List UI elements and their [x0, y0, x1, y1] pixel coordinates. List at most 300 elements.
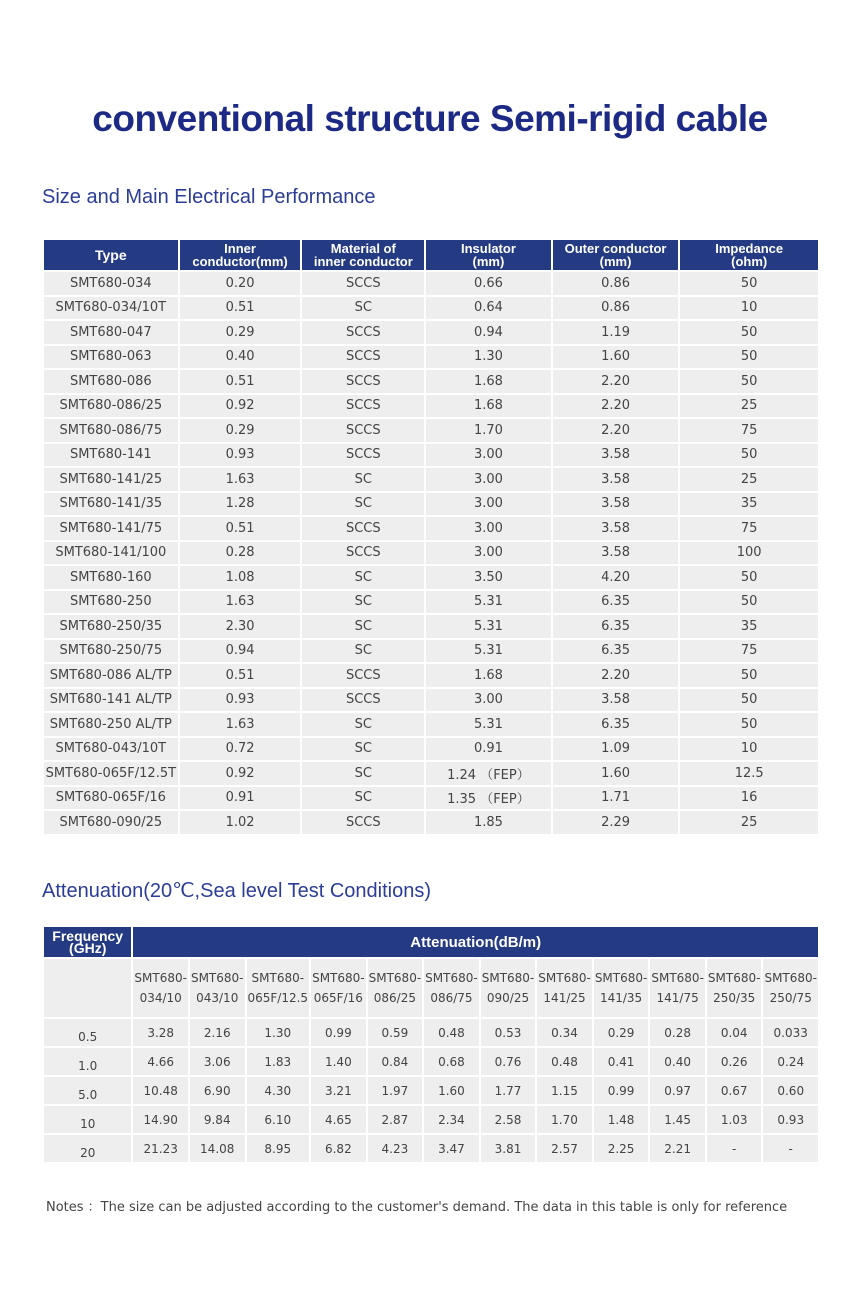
table-cell: SC	[302, 615, 424, 638]
table-cell: 0.86	[553, 272, 679, 295]
spec-header-cell	[44, 240, 178, 270]
table-cell: 25	[680, 468, 818, 491]
frequency-header-line-1: Frequency	[52, 928, 124, 944]
model-name-line-1: SMT680-	[425, 971, 478, 985]
table-cell: 1.35 （FEP）	[426, 787, 551, 810]
table-row	[44, 272, 818, 295]
table-cell: 35	[680, 493, 818, 516]
attenuation-value-cell: 1.83	[247, 1048, 310, 1075]
table-cell: SCCS	[302, 811, 424, 834]
model-name-line-2: 065F/16	[313, 991, 363, 1005]
table-cell: SMT680-141 AL/TP	[44, 689, 178, 712]
model-name-line-2: 034/10	[139, 991, 182, 1005]
attenuation-value-cell: 8.95	[247, 1135, 310, 1162]
table-row	[44, 811, 818, 834]
spec-header-cell	[180, 240, 301, 270]
model-cell	[707, 959, 762, 1017]
attenuation-value-cell: 0.99	[311, 1019, 366, 1046]
table-cell: 50	[680, 689, 818, 712]
table-cell: SCCS	[302, 542, 424, 565]
table-row	[44, 566, 818, 589]
spec-header-text: Impedance	[715, 241, 784, 256]
table-row	[44, 542, 818, 565]
table-cell: 3.58	[553, 444, 679, 467]
spec-header-cell	[426, 240, 551, 270]
table-cell: 75	[680, 640, 818, 663]
table-row	[44, 713, 818, 736]
table-cell: 10	[680, 297, 818, 320]
table-cell: 1.63	[180, 591, 301, 614]
table-cell: 3.58	[553, 542, 679, 565]
table-cell: 3.58	[553, 493, 679, 516]
attenuation-value-cell: 0.93	[763, 1106, 818, 1133]
table-cell: 50	[680, 713, 818, 736]
model-name-line-1: SMT680-	[251, 971, 305, 985]
table-cell: SMT680-250 AL/TP	[44, 713, 178, 736]
table-cell: 35	[680, 615, 818, 638]
attenuation-value-cell: 2.25	[594, 1135, 649, 1162]
attenuation-value-cell: 1.48	[594, 1106, 649, 1133]
table-cell: 0.66	[426, 272, 551, 295]
attenuation-value-cell: 10.48	[133, 1077, 188, 1104]
table-cell: SCCS	[302, 272, 424, 295]
attenuation-value-cell: 0.48	[424, 1019, 479, 1046]
table-cell: SMT680-065F/16	[44, 787, 178, 810]
model-name-line-2: 250/75	[769, 991, 812, 1005]
attenuation-value-cell: 0.34	[537, 1019, 592, 1046]
table-cell: 0.94	[426, 321, 551, 344]
table-row	[44, 762, 818, 785]
table-cell: 0.92	[180, 762, 301, 785]
table-cell: SC	[302, 640, 424, 663]
table-cell: SMT680-250/75	[44, 640, 178, 663]
table-cell: 1.24 （FEP）	[426, 762, 551, 785]
table-cell: 0.92	[180, 395, 301, 418]
table-cell: 0.20	[180, 272, 301, 295]
table-cell: 3.00	[426, 444, 551, 467]
table-cell: 0.93	[180, 444, 301, 467]
model-name-line-2: 141/25	[543, 991, 586, 1005]
table-cell: SMT680-250/35	[44, 615, 178, 638]
table-cell: 75	[680, 517, 818, 540]
table-cell: 2.20	[553, 664, 679, 687]
attenuation-value-cell: 6.90	[190, 1077, 245, 1104]
attenuation-value-cell: 21.23	[133, 1135, 188, 1162]
frequency-cell: 1.0	[44, 1048, 131, 1075]
table-cell: 0.51	[180, 297, 301, 320]
table-cell: SCCS	[302, 664, 424, 687]
table-cell: SMT680-043/10T	[44, 738, 178, 761]
table-cell: 2.30	[180, 615, 301, 638]
attenuation-value-cell: 0.68	[424, 1048, 479, 1075]
table-cell: 1.68	[426, 395, 551, 418]
table-row	[44, 1106, 818, 1133]
table-cell: 1.60	[553, 346, 679, 369]
table-cell: SC	[302, 762, 424, 785]
model-cell	[424, 959, 479, 1017]
table-cell: 50	[680, 321, 818, 344]
table-cell: 1.28	[180, 493, 301, 516]
table-cell: 0.86	[553, 297, 679, 320]
spec-header-text: (mm)	[472, 254, 505, 269]
attenuation-value-cell: 1.40	[311, 1048, 366, 1075]
table-cell: 3.00	[426, 542, 551, 565]
attenuation-value-cell: 0.26	[707, 1048, 762, 1075]
model-cell	[763, 959, 818, 1017]
table-cell: 2.20	[553, 370, 679, 393]
model-name-line-1: SMT680-	[134, 971, 187, 985]
spec-header-text: Insulator	[460, 241, 516, 256]
spec-header-text: Material of	[330, 241, 396, 256]
table-cell: SMT680-160	[44, 566, 178, 589]
table-cell: 1.68	[426, 664, 551, 687]
table-row	[44, 591, 818, 614]
table-cell: 0.64	[426, 297, 551, 320]
table-cell: SMT680-034	[44, 272, 178, 295]
attenuation-value-cell: 2.58	[481, 1106, 536, 1133]
spec-header-text: conductor(mm)	[192, 254, 288, 269]
table-cell: 5.31	[426, 615, 551, 638]
attenuation-value-cell: 0.40	[650, 1048, 705, 1075]
attenuation-value-cell: 1.30	[247, 1019, 310, 1046]
table-cell: 3.58	[553, 468, 679, 491]
spec-header-text: Type	[94, 246, 127, 263]
attenuation-value-cell: 14.08	[190, 1135, 245, 1162]
attenuation-value-cell: 0.48	[537, 1048, 592, 1075]
model-name-line-1: SMT680-	[481, 971, 535, 985]
table-cell: SMT680-086	[44, 370, 178, 393]
table-cell: 50	[680, 591, 818, 614]
table-cell: 3.58	[553, 517, 679, 540]
table-cell: SC	[302, 566, 424, 589]
model-name-line-2: 250/35	[713, 991, 756, 1005]
spec-section-heading: Size and Main Electrical Performance	[42, 186, 376, 208]
table-cell: 1.63	[180, 468, 301, 491]
spec-header-text: (mm)	[599, 254, 632, 269]
table-row	[44, 1135, 818, 1162]
table-cell: SCCS	[302, 517, 424, 540]
attenuation-table-body	[44, 959, 818, 1162]
table-cell: SMT680-086/75	[44, 419, 178, 442]
table-cell: SCCS	[302, 444, 424, 467]
table-row	[44, 346, 818, 369]
table-cell: SMT680-034/10T	[44, 297, 178, 320]
table-cell: SMT680-086/25	[44, 395, 178, 418]
table-cell: 25	[680, 811, 818, 834]
spec-header-text: Inner	[224, 241, 256, 256]
attenuation-value-cell: 3.28	[133, 1019, 188, 1046]
frequency-cell: 10	[44, 1106, 131, 1133]
frequency-header	[44, 927, 131, 957]
attenuation-section-heading: Attenuation(20℃,Sea level Test Conditions)	[42, 880, 431, 902]
table-cell: SMT680-047	[44, 321, 178, 344]
attenuation-value-cell: 0.24	[763, 1048, 818, 1075]
model-cell	[311, 959, 366, 1017]
spec-table-body	[44, 272, 818, 834]
table-row	[44, 1048, 818, 1075]
table-cell: 50	[680, 272, 818, 295]
table-cell: 50	[680, 664, 818, 687]
attenuation-value-cell: 4.23	[368, 1135, 423, 1162]
attenuation-value-cell: 0.033	[763, 1019, 818, 1046]
model-name-line-1: SMT680-	[707, 971, 761, 985]
table-row	[44, 738, 818, 761]
table-cell: SCCS	[302, 346, 424, 369]
table-row	[44, 444, 818, 467]
table-cell: SMT680-141/25	[44, 468, 178, 491]
table-row	[44, 321, 818, 344]
table-cell: 0.93	[180, 689, 301, 712]
table-cell: 16	[680, 787, 818, 810]
attenuation-value-cell: 1.15	[537, 1077, 592, 1104]
model-name-line-2: 065F/12.5	[247, 991, 309, 1005]
table-cell: SC	[302, 787, 424, 810]
table-cell: SMT680-141/35	[44, 493, 178, 516]
attenuation-value-cell: 3.81	[481, 1135, 536, 1162]
spec-header-cell	[302, 240, 424, 270]
table-cell: SMT680-065F/12.5T	[44, 762, 178, 785]
table-cell: SC	[302, 297, 424, 320]
table-cell: SMT680-063	[44, 346, 178, 369]
table-cell: 1.68	[426, 370, 551, 393]
attenuation-value-cell: 6.82	[311, 1135, 366, 1162]
table-row	[44, 1019, 818, 1046]
table-cell: 5.31	[426, 591, 551, 614]
attenuation-value-cell: 1.77	[481, 1077, 536, 1104]
spec-header-text: (ohm)	[731, 254, 768, 269]
table-cell: 3.00	[426, 517, 551, 540]
attenuation-value-cell: 4.30	[247, 1077, 310, 1104]
table-row	[44, 787, 818, 810]
table-cell: SCCS	[302, 689, 424, 712]
model-cell	[190, 959, 245, 1017]
frequency-cell: 20	[44, 1135, 131, 1162]
model-cell	[537, 959, 592, 1017]
attenuation-value-cell: 1.97	[368, 1077, 423, 1104]
table-cell: 0.94	[180, 640, 301, 663]
attenuation-table	[42, 925, 820, 1164]
table-cell: 1.85	[426, 811, 551, 834]
attenuation-value-cell: 0.97	[650, 1077, 705, 1104]
table-cell: 50	[680, 346, 818, 369]
attenuation-value-cell: 0.29	[594, 1019, 649, 1046]
table-cell: 1.08	[180, 566, 301, 589]
table-cell: SMT680-141/75	[44, 517, 178, 540]
table-cell: SC	[302, 591, 424, 614]
table-cell: 3.00	[426, 468, 551, 491]
table-cell: SMT680-090/25	[44, 811, 178, 834]
table-cell: 6.35	[553, 615, 679, 638]
attenuation-value-cell: 1.70	[537, 1106, 592, 1133]
table-cell: 50	[680, 566, 818, 589]
attenuation-model-row	[44, 959, 818, 1017]
table-cell: 1.09	[553, 738, 679, 761]
spec-header-cell	[553, 240, 679, 270]
table-row	[44, 419, 818, 442]
model-name-line-2: 086/75	[430, 991, 473, 1005]
model-cell	[594, 959, 649, 1017]
table-cell: 6.35	[553, 591, 679, 614]
table-cell: 0.91	[426, 738, 551, 761]
table-row	[44, 664, 818, 687]
table-cell: 5.31	[426, 640, 551, 663]
model-name-line-1: SMT680-	[764, 971, 817, 985]
table-cell: 1.63	[180, 713, 301, 736]
table-cell: 1.19	[553, 321, 679, 344]
model-name-line-2: 090/25	[486, 991, 530, 1005]
table-cell: 10	[680, 738, 818, 761]
table-cell: 50	[680, 370, 818, 393]
table-cell: 6.35	[553, 640, 679, 663]
attenuation-value-cell: 1.60	[424, 1077, 479, 1104]
table-cell: 6.35	[553, 713, 679, 736]
table-cell: 0.29	[180, 321, 301, 344]
table-row	[44, 468, 818, 491]
table-cell: SC	[302, 493, 424, 516]
table-cell: 0.91	[180, 787, 301, 810]
table-cell: 1.70	[426, 419, 551, 442]
table-cell: 1.60	[553, 762, 679, 785]
table-cell: SMT680-141/100	[44, 542, 178, 565]
attenuation-value-cell: 0.84	[368, 1048, 423, 1075]
notes-text: Notes ：The size can be adjusted according to the customer's demand. The data in this table is only for reference	[46, 1200, 788, 1215]
table-cell: 3.58	[553, 689, 679, 712]
table-cell: 1.02	[180, 811, 301, 834]
table-cell: 100	[680, 542, 818, 565]
model-cell	[247, 959, 310, 1017]
table-cell: 2.29	[553, 811, 679, 834]
table-cell: 5.31	[426, 713, 551, 736]
table-row	[44, 640, 818, 663]
attenuation-value-cell: 4.65	[311, 1106, 366, 1133]
model-name-line-2: 086/25	[373, 991, 416, 1005]
table-cell: 0.29	[180, 419, 301, 442]
table-cell: 12.5	[680, 762, 818, 785]
model-name-line-1: SMT680-	[312, 971, 365, 985]
attenuation-value-cell: 14.90	[133, 1106, 188, 1133]
table-cell: 3.00	[426, 493, 551, 516]
table-row	[44, 370, 818, 393]
spec-header-cell	[680, 240, 818, 270]
table-cell: 50	[680, 444, 818, 467]
attenuation-value-cell: 0.04	[707, 1019, 762, 1046]
table-cell: 1.30	[426, 346, 551, 369]
attenuation-value-cell: 0.28	[650, 1019, 705, 1046]
model-cell	[481, 959, 536, 1017]
table-cell: 2.20	[553, 395, 679, 418]
page-title: conventional structure Semi-rigid cable	[92, 98, 768, 139]
attenuation-value-cell: -	[763, 1135, 818, 1162]
attenuation-value-cell: 0.53	[481, 1019, 536, 1046]
attenuation-value-cell: 0.67	[707, 1077, 762, 1104]
table-row	[44, 1077, 818, 1104]
attenuation-value-cell: 1.45	[650, 1106, 705, 1133]
attenuation-value-cell: 0.59	[368, 1019, 423, 1046]
table-cell: 75	[680, 419, 818, 442]
attenuation-value-cell: 2.87	[368, 1106, 423, 1133]
attenuation-header-row	[44, 927, 818, 957]
table-cell: SMT680-086 AL/TP	[44, 664, 178, 687]
table-cell: 0.51	[180, 517, 301, 540]
frequency-cell: 0.5	[44, 1019, 131, 1046]
frequency-header-line-2: (GHz)	[69, 940, 107, 956]
attenuation-value-cell: 2.34	[424, 1106, 479, 1133]
attenuation-value-cell: 3.47	[424, 1135, 479, 1162]
frequency-cell: 5.0	[44, 1077, 131, 1104]
attenuation-value-cell: 1.03	[707, 1106, 762, 1133]
model-name-line-1: SMT680-	[594, 971, 648, 985]
attenuation-value-cell: -	[707, 1135, 762, 1162]
model-name-line-2: 043/10	[196, 991, 239, 1005]
table-cell: 1.71	[553, 787, 679, 810]
table-cell: SCCS	[302, 395, 424, 418]
model-name-line-1: SMT680-	[190, 971, 244, 985]
attenuation-value-cell: 0.99	[594, 1077, 649, 1104]
model-name-line-2: 141/75	[656, 991, 699, 1005]
attenuation-value-cell: 9.84	[190, 1106, 245, 1133]
attenuation-value-cell: 0.76	[481, 1048, 536, 1075]
attenuation-value-cell: 0.60	[763, 1077, 818, 1104]
model-name-line-2: 141/35	[599, 991, 643, 1005]
attenuation-value-cell: 0.41	[594, 1048, 649, 1075]
attenuation-value-cell: 2.16	[190, 1019, 245, 1046]
table-cell: SC	[302, 713, 424, 736]
attenuation-value-cell: 3.06	[190, 1048, 245, 1075]
table-cell: SCCS	[302, 419, 424, 442]
table-row	[44, 689, 818, 712]
model-name-line-1: SMT680-	[651, 971, 704, 985]
table-cell: 0.40	[180, 346, 301, 369]
table-cell: 0.72	[180, 738, 301, 761]
table-cell: SMT680-250	[44, 591, 178, 614]
table-cell: SC	[302, 738, 424, 761]
table-cell: SCCS	[302, 321, 424, 344]
empty-cell	[44, 959, 131, 1017]
table-cell: 3.50	[426, 566, 551, 589]
attenuation-value-cell: 6.10	[247, 1106, 310, 1133]
model-name-line-1: SMT680-	[538, 971, 591, 985]
table-row	[44, 517, 818, 540]
attenuation-header: Attenuation(dB/m)	[133, 927, 818, 957]
model-name-line-1: SMT680-	[368, 971, 422, 985]
table-row	[44, 493, 818, 516]
table-cell: 2.20	[553, 419, 679, 442]
model-cell	[133, 959, 188, 1017]
table-cell: 4.20	[553, 566, 679, 589]
spec-header-text: inner conductor	[313, 254, 413, 269]
table-row	[44, 395, 818, 418]
table-row	[44, 615, 818, 638]
table-cell: 25	[680, 395, 818, 418]
attenuation-value-cell: 2.57	[537, 1135, 592, 1162]
table-cell: SCCS	[302, 370, 424, 393]
model-cell	[650, 959, 705, 1017]
attenuation-value-cell: 2.21	[650, 1135, 705, 1162]
table-cell: 0.51	[180, 664, 301, 687]
model-cell	[368, 959, 423, 1017]
spec-header-text: Outer conductor	[564, 241, 667, 256]
table-cell: 3.00	[426, 689, 551, 712]
table-cell: SC	[302, 468, 424, 491]
attenuation-value-cell: 3.21	[311, 1077, 366, 1104]
table-cell: SMT680-141	[44, 444, 178, 467]
table-cell: 0.51	[180, 370, 301, 393]
spec-table	[42, 238, 820, 836]
attenuation-value-cell: 4.66	[133, 1048, 188, 1075]
table-cell: 0.28	[180, 542, 301, 565]
spec-header-row	[44, 240, 818, 270]
table-row	[44, 297, 818, 320]
